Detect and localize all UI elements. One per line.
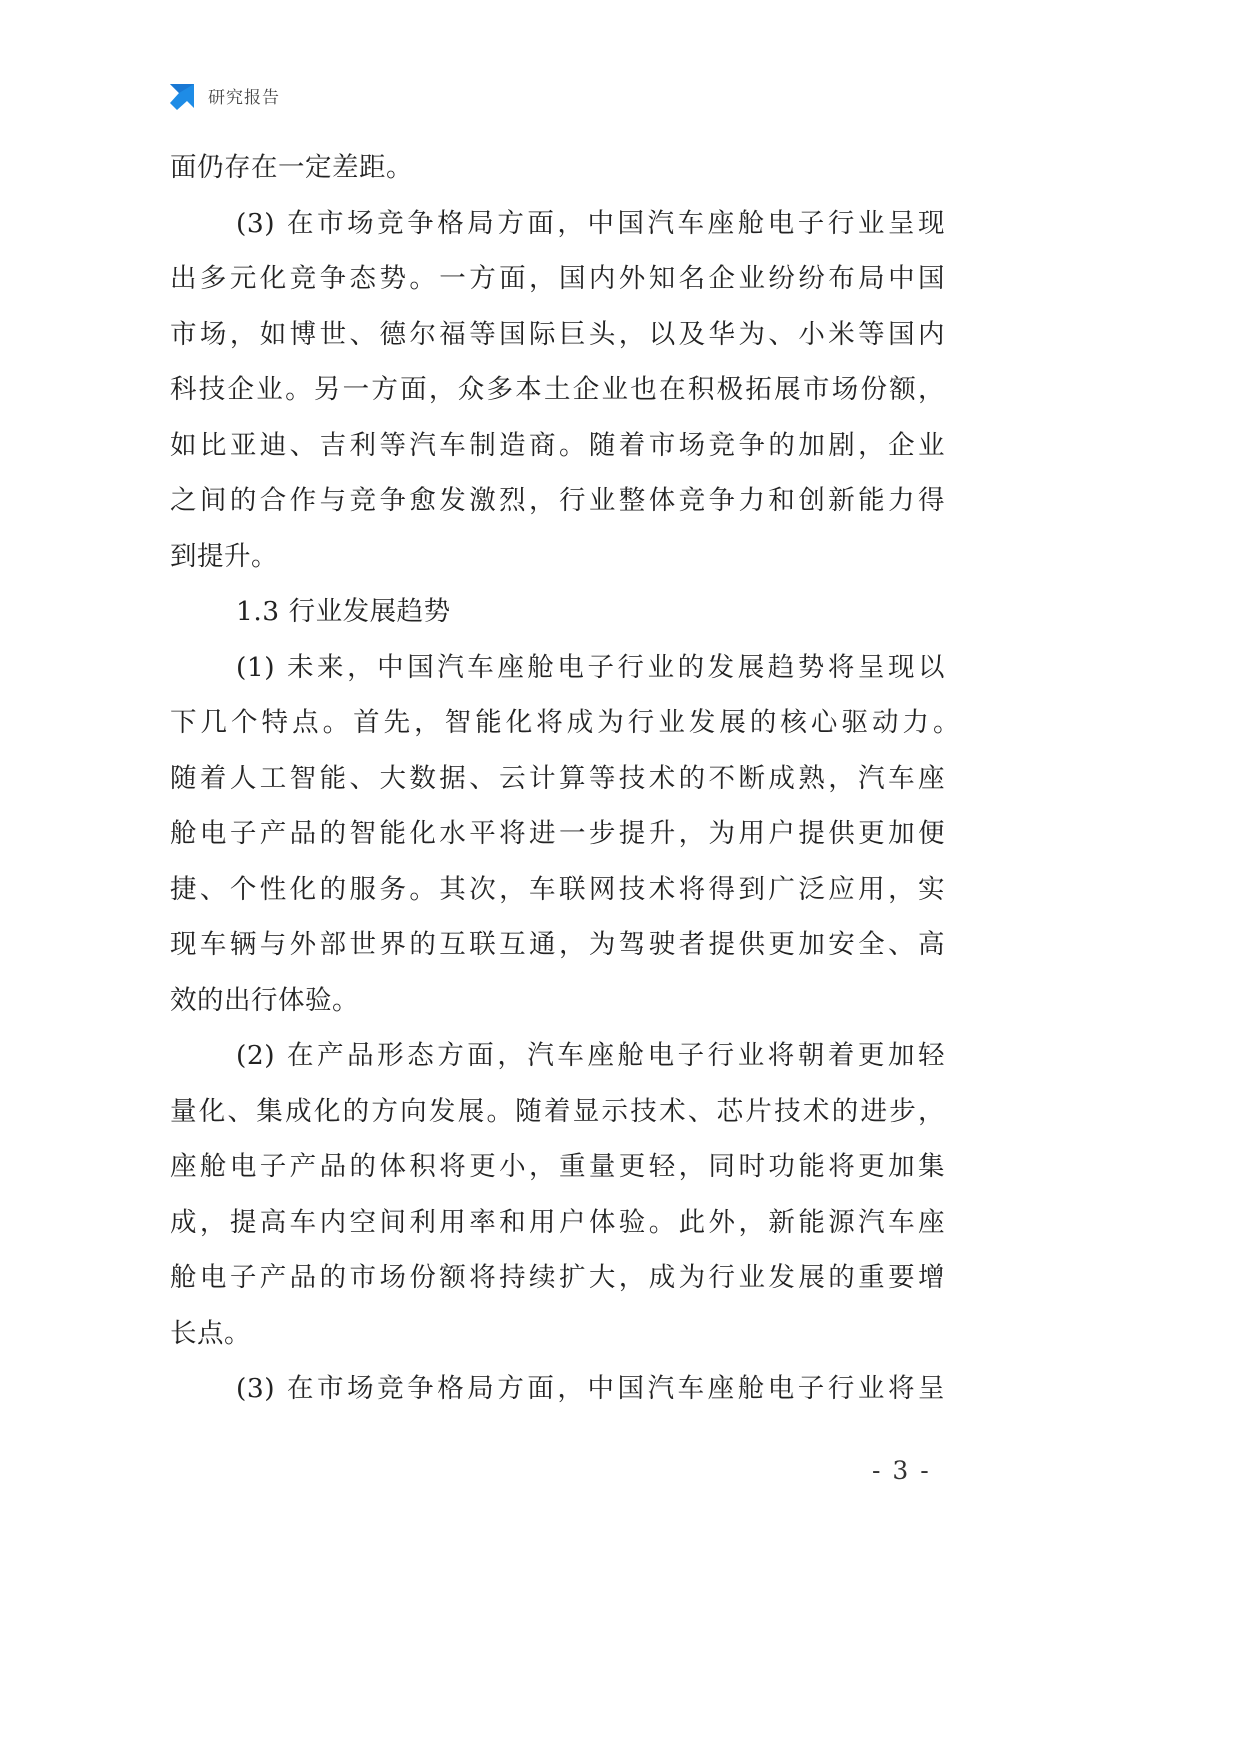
paragraph-line: 面仍存在一定差距。 [170, 152, 413, 183]
paragraph-line: (3) 在市场竞争格局方面，中国汽车座舱电子行业将呈 [236, 1373, 945, 1404]
paragraph-line: 出多元化竞争态势。一方面，国内外知名企业纷纷布局中国 [170, 263, 945, 294]
paragraph-line: 到提升。 [170, 540, 278, 572]
paragraph-line: 舱电子产品的智能化水平将进一步提升，为用户提供更加便 [170, 818, 945, 849]
paragraph-line: 如比亚迪、吉利等汽车制造商。随着市场竞争的加剧，企业 [170, 429, 945, 461]
paragraph-line: (2) 在产品形态方面，汽车座舱电子行业将朝着更加轻 [236, 1040, 945, 1071]
paragraph-line: 随着人工智能、大数据、云计算等技术的不断成熟，汽车座 [170, 762, 945, 794]
paragraph-line: 座舱电子产品的体积将更小，重量更轻，同时功能将更加集 [170, 1151, 945, 1182]
document-body [170, 140, 960, 1417]
paragraph-line: 捷、个性化的服务。其次，车联网技术将得到广泛应用，实 [170, 873, 945, 905]
paragraph-line: 长点。 [170, 1317, 251, 1349]
paragraph-line: 效的出行体验。 [170, 984, 359, 1016]
paragraph-line: (3) 在市场竞争格局方面，中国汽车座舱电子行业呈现 [236, 207, 945, 239]
paragraph-line: 成，提高车内空间利用率和用户体验。此外，新能源汽车座 [170, 1206, 945, 1238]
paragraph-line: 量化、集成化的方向发展。随着显示技术、芯片技术的进步， [170, 1095, 945, 1127]
header-title: 研究报告 [208, 87, 280, 108]
arrow-up-right-logo-icon [168, 80, 198, 110]
paragraph-line: 市场，如博世、德尔福等国际巨头，以及华为、小米等国内 [170, 318, 945, 350]
paragraph-line: 下几个特点。首先，智能化将成为行业发展的核心驱动力。 [170, 707, 960, 738]
paragraph-line: (1) 未来，中国汽车座舱电子行业的发展趋势将呈现以 [236, 651, 945, 683]
paragraph-line: 科技企业。另一方面，众多本土企业也在积极拓展市场份额， [170, 374, 945, 405]
report-header [168, 78, 280, 112]
section-heading: 1.3 行业发展趋势 [236, 596, 451, 627]
paragraph-line: 之间的合作与竞争愈发激烈，行业整体竞争力和创新能力得 [170, 485, 945, 516]
paragraph-line: 现车辆与外部世界的互联互通，为驾驶者提供更加安全、高 [170, 929, 945, 960]
paragraph-line: 舱电子产品的市场份额将持续扩大，成为行业发展的重要增 [170, 1262, 945, 1293]
page-number: - 3 - [872, 1456, 931, 1485]
